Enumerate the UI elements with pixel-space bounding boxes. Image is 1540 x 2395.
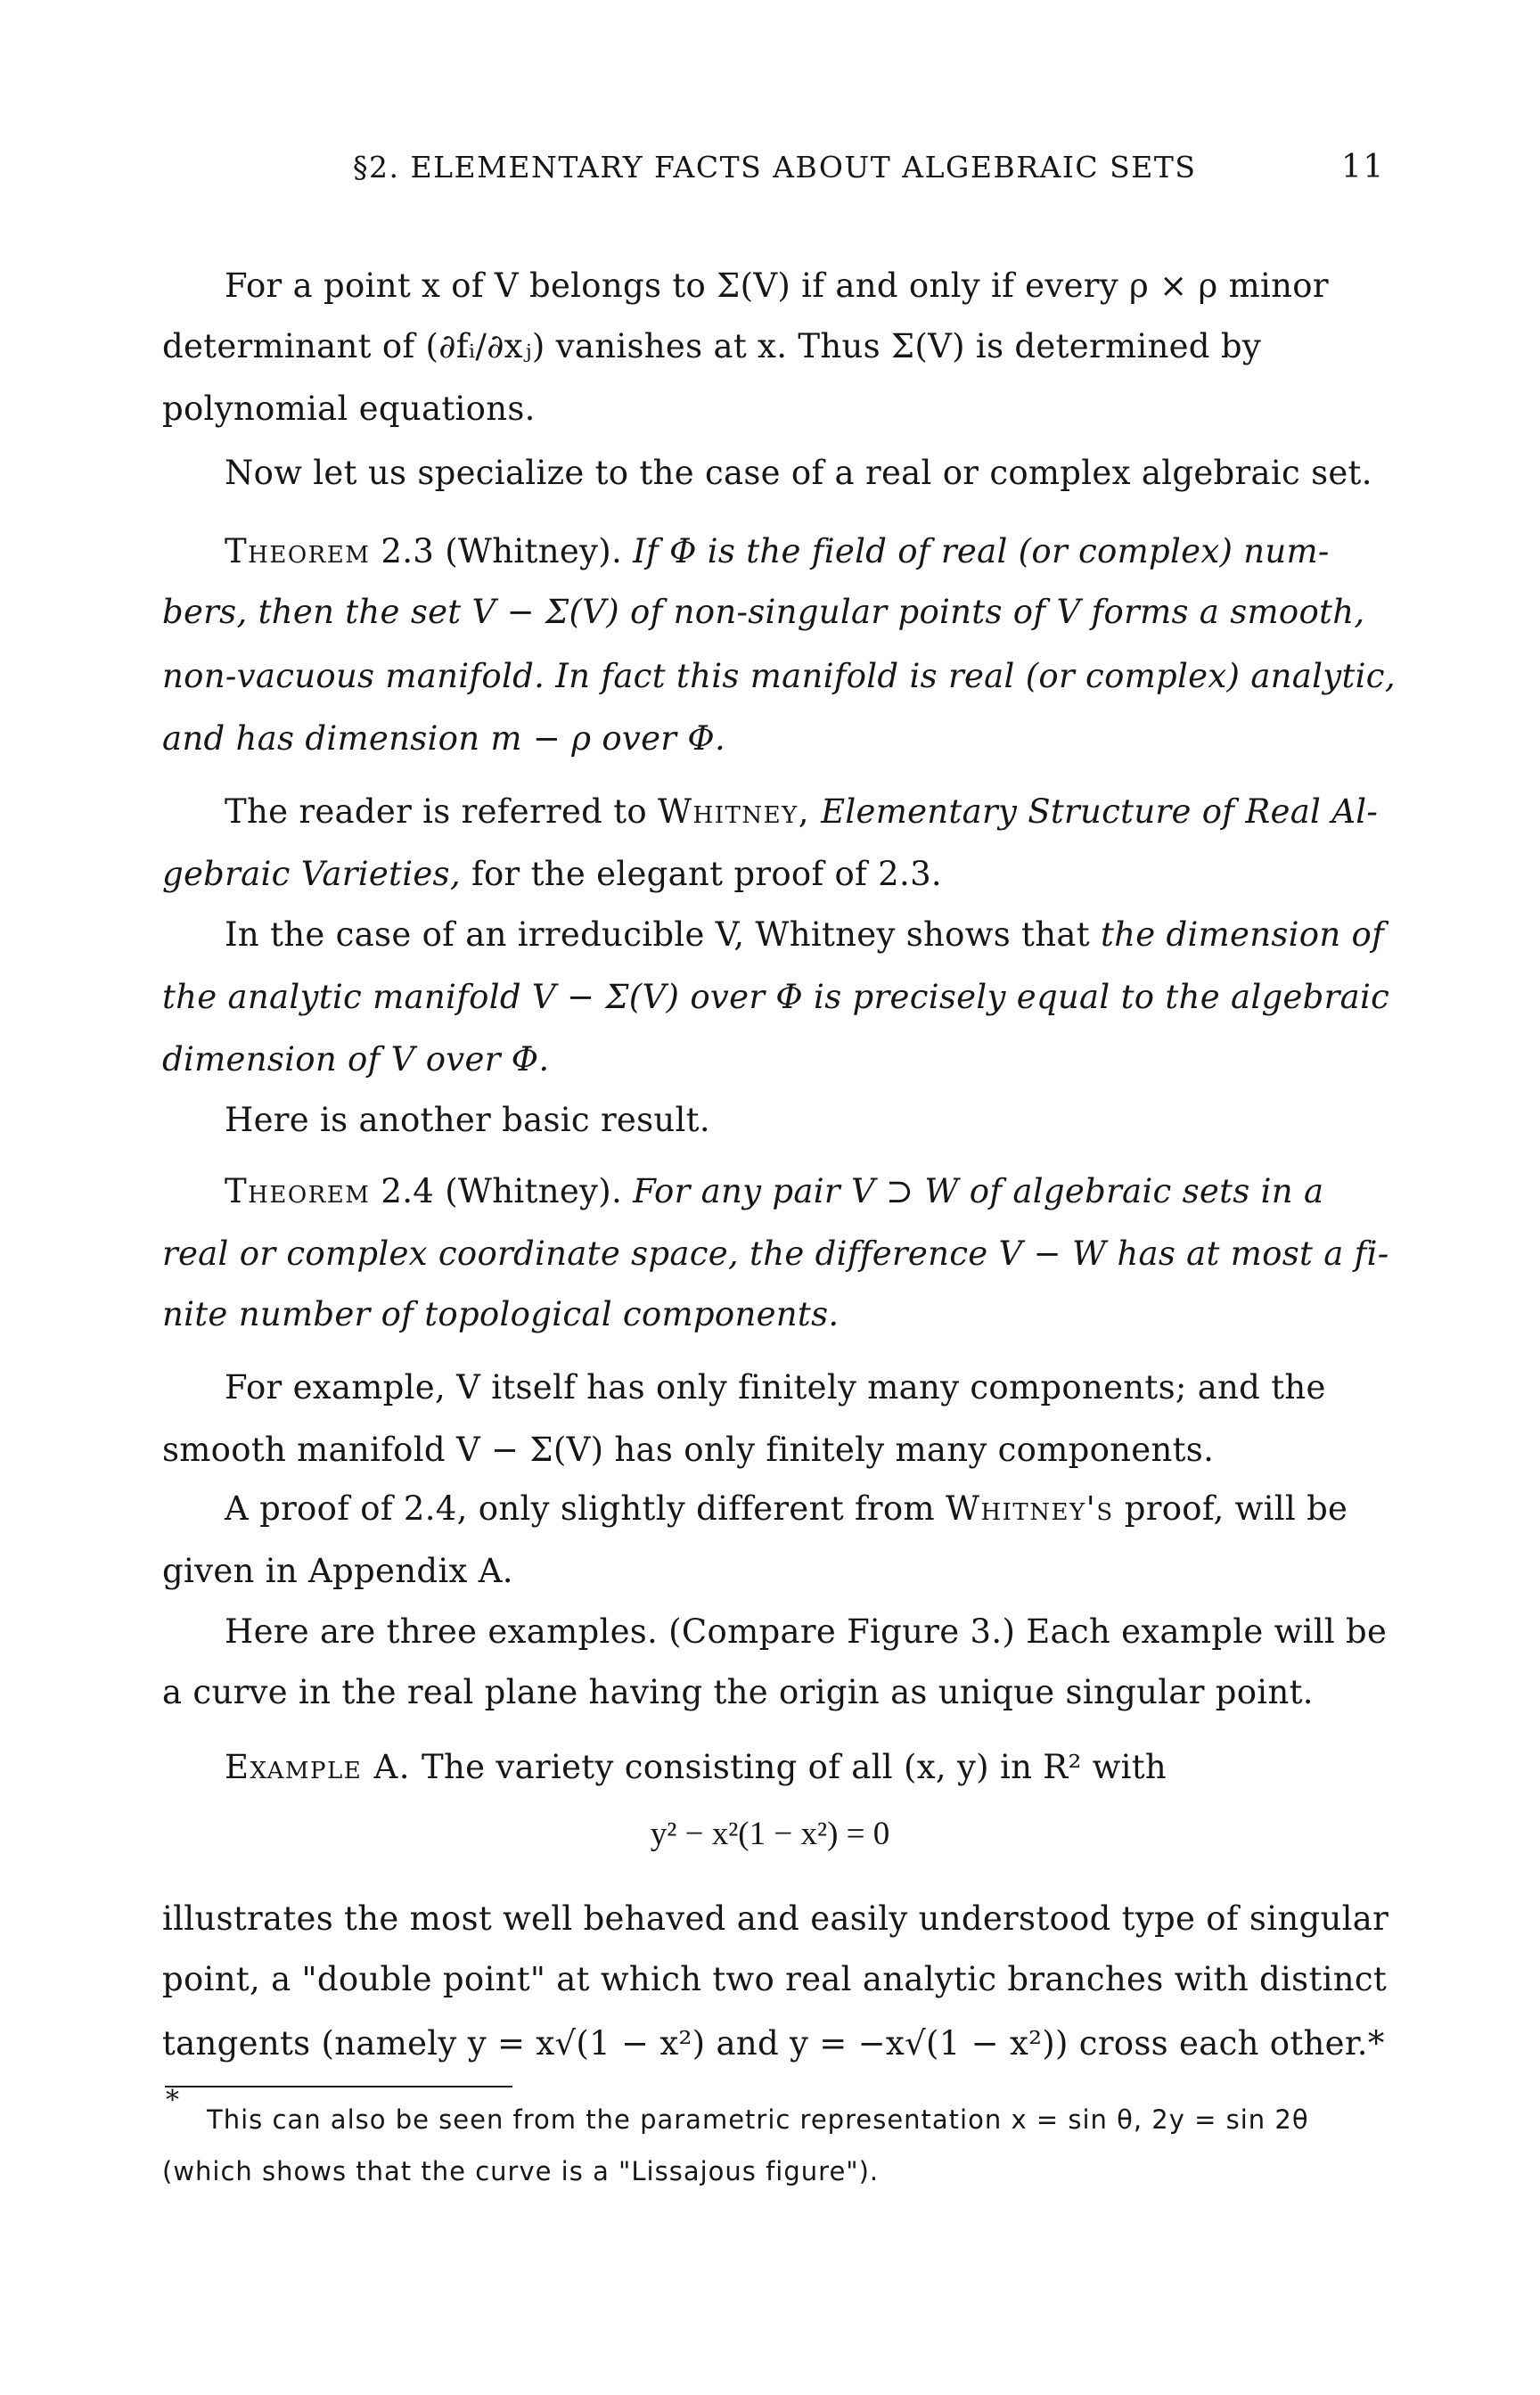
para-1-line-1: For a point x of V belongs to Σ(V) if and only if every ρ × ρ minor	[225, 267, 1329, 305]
para-7-tail: proof, will be	[1124, 1489, 1348, 1528]
theorem-2-3-line-3: non-vacuous manifold. In fact this manifold is real (or complex) analytic,	[162, 657, 1396, 695]
para-9-line-1: illustrates the most well behaved and easily understood type of singular	[162, 1899, 1389, 1938]
para-1-line-3: polynomial equations.	[162, 390, 536, 428]
para-4-plain: In the case of an irreducible V, Whitney shows that	[225, 915, 1090, 954]
theorem-2-3-line-4: and has dimension m − ρ over Φ.	[162, 719, 726, 758]
theorem-2-3-line-2: bers, then the set V − Σ(V) of non-singular points of V forms a smooth,	[162, 593, 1365, 631]
para-3-line-2	[162, 854, 942, 895]
theorem-2-4-line-2: real or complex coordinate space, the difference V − W has at most a fi-	[162, 1234, 1389, 1273]
para-7-line-2: given in Appendix A.	[162, 1552, 513, 1590]
theorem-2-4-label: Theorem	[225, 1172, 371, 1210]
theorem-2-4-number: 2.4 (Whitney).	[381, 1172, 623, 1210]
para-3-title-1: Elementary Structure of Real Al-	[821, 792, 1379, 831]
para-3-lead: The reader is referred to	[225, 792, 647, 831]
para-3-tail: for the elegant proof of 2.3.	[471, 855, 942, 893]
para-6-line-2: smooth manifold V − Σ(V) has only finitely many components.	[162, 1431, 1215, 1469]
running-title: §2. ELEMENTARY FACTS ABOUT ALGEBRAIC SETS	[353, 150, 1197, 185]
para-1-line-2: determinant of (∂fᵢ/∂xⱼ) vanishes at x. Thus Σ(V) is determined by	[162, 327, 1262, 365]
theorem-2-3-statement-start: If Φ is the field of real (or complex) num-	[633, 532, 1330, 570]
theorem-2-4-line-1	[225, 1171, 1323, 1212]
theorem-2-4-line-3: nite number of topological components.	[162, 1295, 840, 1333]
example-a-line	[225, 1747, 1167, 1788]
para-3-author: Whitney,	[658, 792, 811, 831]
para-4-line-2: the analytic manifold V − Σ(V) over Φ is precisely equal to the algebraic	[162, 978, 1390, 1016]
footnote-rule	[165, 2086, 512, 2087]
para-2: Now let us specialize to the case of a real or complex algebraic set.	[225, 454, 1372, 492]
para-8-line-1: Here are three examples. (Compare Figure 3.) Each example will be	[225, 1612, 1388, 1651]
theorem-2-3-label: Theorem	[225, 532, 371, 570]
theorem-2-3-line-1	[225, 531, 1330, 572]
para-4-italic: the dimension of	[1100, 915, 1385, 954]
para-3-line-1	[225, 791, 1378, 833]
footnote-line-1: This can also be seen from the parametric representation x = sin θ, 2y = sin 2θ	[207, 2104, 1309, 2135]
para-6-line-1: For example, V itself has only finitely many components; and the	[225, 1368, 1326, 1407]
para-7-lead: A proof of 2.4, only slightly different from	[225, 1489, 935, 1528]
example-a-label: Example A.	[225, 1748, 411, 1786]
footnote-line-2: (which shows that the curve is a "Lissajous figure").	[162, 2156, 880, 2186]
example-a-equation: y² − x²(1 − x²) = 0	[650, 1816, 890, 1852]
para-7-author: Whitney's	[945, 1489, 1114, 1528]
para-7-line-1	[225, 1489, 1348, 1530]
theorem-2-3-number: 2.3 (Whitney).	[381, 532, 623, 570]
para-9-line-2: point, a "double point" at which two real analytic branches with distinct	[162, 1960, 1388, 1998]
para-8-line-2: a curve in the real plane having the origin as unique singular point.	[162, 1673, 1314, 1711]
page-number: 11	[1341, 149, 1385, 185]
footnote-marker: *	[166, 2085, 179, 2116]
para-3-title-2: gebraic Varieties,	[162, 855, 461, 893]
theorem-2-4-statement-start: For any pair V ⊃ W of algebraic sets in a	[633, 1172, 1324, 1210]
para-9-line-3: tangents (namely y = x√(1 − x²) and y = −x√(1 − x²)) cross each other.*	[162, 2024, 1385, 2063]
example-a-text: The variety consisting of all (x, y) in R² with	[422, 1748, 1167, 1786]
para-4-line-3: dimension of V over Φ.	[162, 1040, 550, 1079]
para-4-line-1	[225, 915, 1384, 956]
para-5: Here is another basic result.	[225, 1101, 710, 1139]
